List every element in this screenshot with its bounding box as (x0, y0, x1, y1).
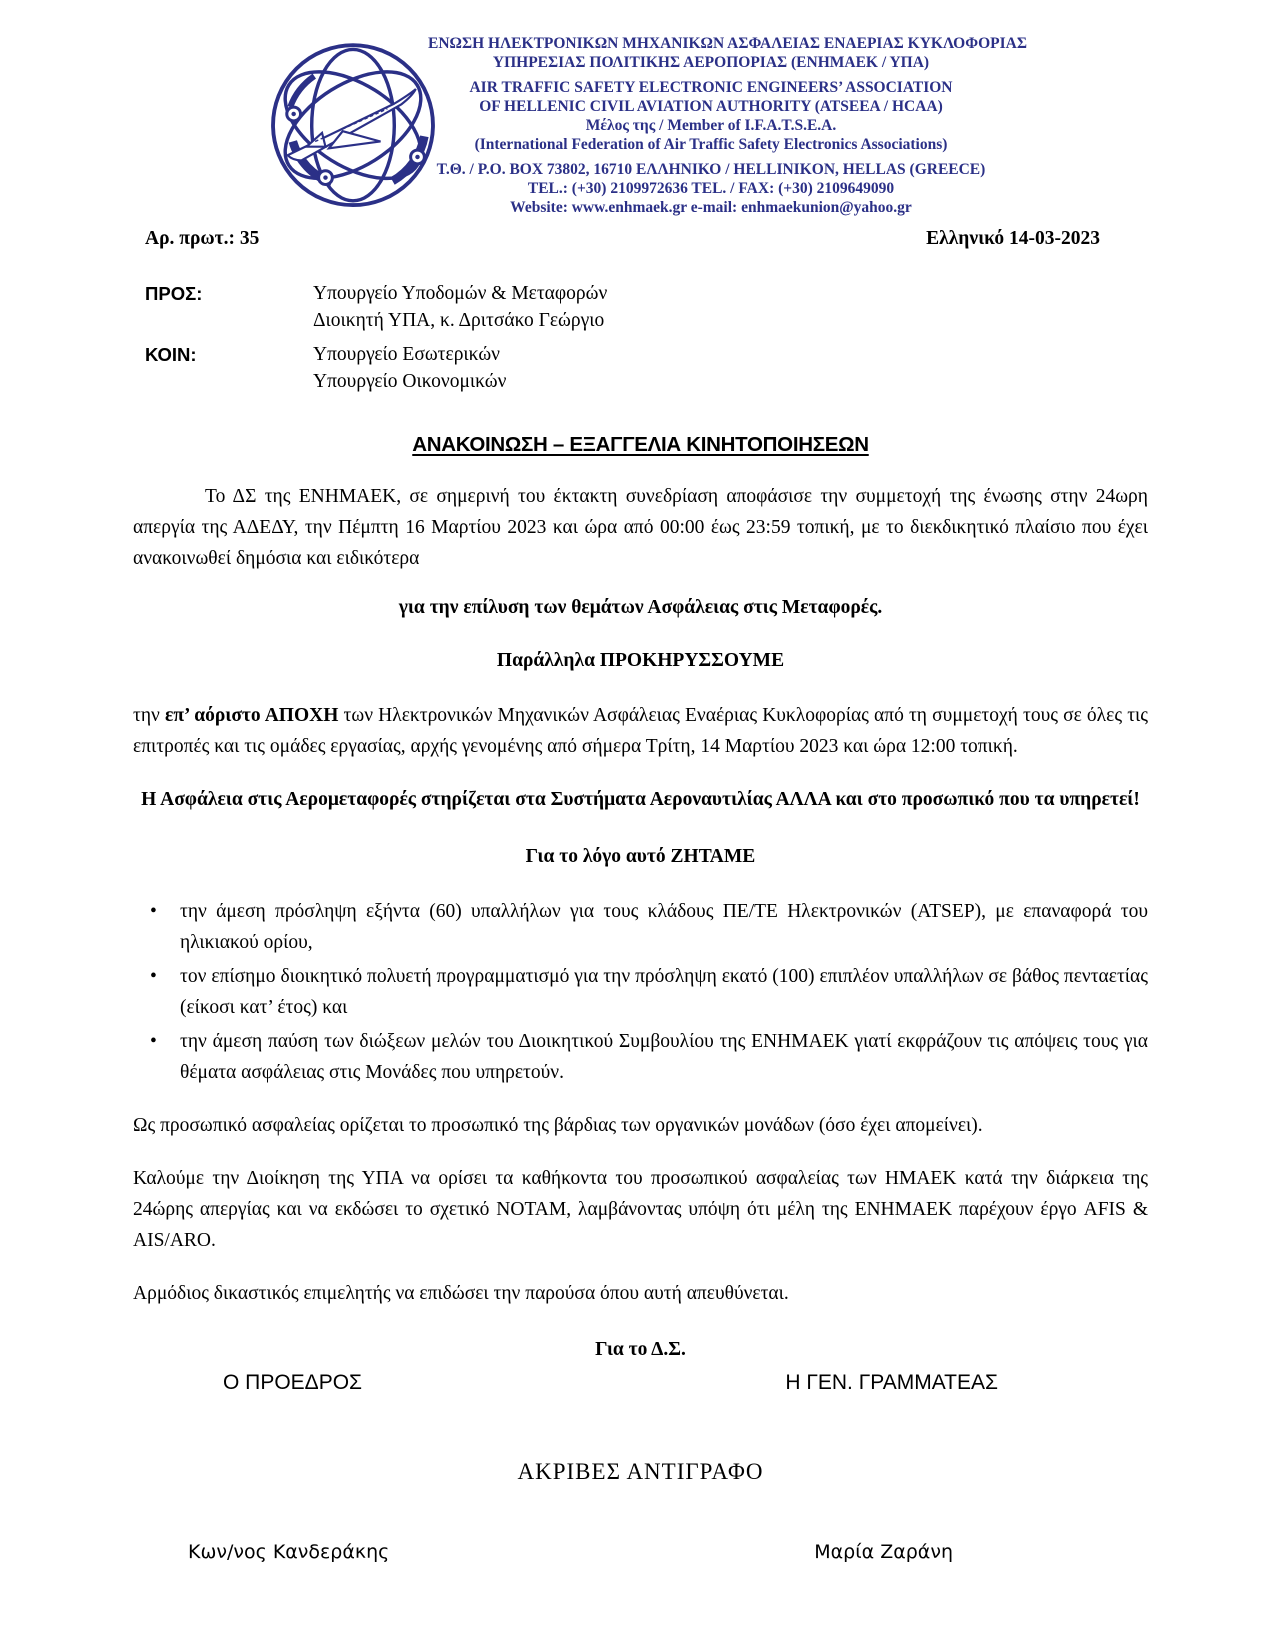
demand-item-3: • την άμεση παύση των διώξεων μελών του Διοικητικού Συμβουλίου της ΕΝΗΜΑΕΚ γιατί εκφράζουν τις απόψεις τους για θέματα ασφάλειας στις Μονάδες που υπηρετούν. (133, 1026, 1148, 1088)
center-line-transport-safety: για την επίλυση των θεμάτων Ασφάλειας στις Μεταφορές. (398, 597, 883, 618)
place-and-date: Ελληνικό 14-03-2023 (926, 228, 1100, 249)
center-line-announce: Παράλληλα ΠΡΟΚΗΡΥΣΣΟΥΜΕ (496, 650, 785, 671)
president-name: Κων/νος Κανδεράκης (188, 1541, 390, 1563)
org-name-el-2: ΥΠΗΡΕΣΙΑΣ ΠΟΛΙΤΙΚΗΣ ΑΕΡΟΠΟΡΙΑΣ (ΕΝΗΜΑΕΚ / ΥΠΑ) (492, 54, 930, 71)
to-line-2: Διοικητή ΥΠΑ, κ. Δριτσάκο Γεώργιο (313, 310, 605, 331)
paragraph-security-personnel: Ως προσωπικό ασφαλείας ορίζεται το προσωπικό της βάρδιας των οργανικών μονάδων (όσο έχει απομείνει). (133, 1115, 983, 1136)
letterhead-text (428, 34, 1027, 223)
to-row (133, 280, 1148, 334)
org-name-el-1: ΕΝΩΣΗ ΗΛΕΚΤΡΟΝΙΚΩΝ ΜΗΧΑΝΙΚΩΝ ΑΣΦΑΛΕΙΑΣ ΕΝΑΕΡΙΑΣ ΚΥΚΛΟΦΟΡΙΑΣ (428, 35, 1027, 52)
secretary-title: Η ΓΕΝ. ΓΡΑΜΜΑΤΕΑΣ (785, 1371, 998, 1394)
document-title: ΑΝΑΚΟΙΝΩΣΗ – ΕΞΑΓΓΕΛΙΑ ΚΙΝΗΤΟΠΟΙΗΣΕΩΝ (412, 433, 869, 456)
org-name-en-1: AIR TRAFFIC SAFETY ELECTRONIC ENGINEERS’ ASSOCIATION (469, 79, 953, 96)
association-logo (266, 40, 440, 212)
president-title: Ο ΠΡΟΕΔΡΟΣ (223, 1371, 363, 1394)
cc-line-1: Υπουργείο Εσωτερικών (313, 344, 500, 365)
cc-line-2: Υπουργείο Οικονομικών (313, 371, 507, 392)
abstention-bold: επ’ αόριστο ΑΠΟΧΗ (165, 705, 339, 726)
signature-titles-row (133, 1368, 1148, 1397)
website-email-line: Website: www.enhmaek.gr e-mail: enhmaekunion@yahoo.gr (510, 199, 912, 216)
cc-row (133, 341, 1148, 395)
recipients-block (133, 280, 1148, 395)
signature-names-row (133, 1539, 1148, 1565)
certified-copy-label: ΑΚΡΙΒΕΣ ΑΝΤΙΓΡΑΦΟ (517, 1459, 764, 1484)
for-the-board: Για το Δ.Σ. (595, 1339, 686, 1360)
abstention-post: των Ηλεκτρονικών Μηχανικών Ασφάλειας Εναέριας Κυκλοφορίας από τη συμμετοχή τους σε όλες τις επιτροπές και τις ομάδες εργασίας, αρχής γενομένης από σήμερα Τρίτη, 14 Μαρτίου 2023 και ώρα 12:00 τοπική. (133, 705, 1148, 757)
paragraph-abstention (133, 700, 1148, 762)
abstention-pre: την (133, 705, 165, 726)
center-line-safety-statement: Η Ασφάλεια στις Αερομεταφορές στηρίζεται στα Συστήματα Αεροναυτιλίας ΑΛΛΑ και στο προσωπικό που τα υπηρετεί! (141, 789, 1140, 810)
protocol-number: Αρ. πρωτ.: 35 (145, 228, 260, 249)
demand-item-1: • την άμεση πρόσληψη εξήντα (60) υπαλλήλων για τους κλάδους ΠΕ/ΤΕ Ηλεκτρονικών (ATSEP), με επαναφορά του ηλικιακού ορίου, (133, 896, 1148, 958)
cc-label: ΚΟΙΝ: (145, 344, 197, 365)
center-line-we-demand: Για το λόγο αυτό ΖΗΤΑΜΕ (525, 846, 756, 867)
to-lines (313, 280, 607, 334)
demand-item-2: • τον επίσημο διοικητικό πολυετή προγραμματισμό για την πρόσληψη εκατό (100) επιπλέον υπαλλήλων σε βάθος πενταετίας (είκοσι κατ’ έτος) και (133, 961, 1148, 1023)
paragraph-notam: Καλούμε την Διοίκηση της ΥΠΑ να ορίσει τα καθήκοντα του προσωπικού ασφαλείας των ΗΜΑΕΚ κατά την διάρκεια της 24ώρης απεργίας και να εκδώσει το σχετικό NOTAM, λαμβάνοντας υπόψη ότι μέλη της ΕΝΗΜΑΕΚ παρέχουν έργο AFIS & AIS/ARO. (133, 1168, 1148, 1251)
phone-line: TEL.: (+30) 2109972636 TEL. / FAX: (+30) 2109649090 (527, 180, 895, 197)
atom-orbits-airplane-icon (266, 40, 440, 212)
paragraph-bailiff: Αρμόδιος δικαστικός επιμελητής να επιδώσει την παρούσα όπου αυτή απευθύνεται. (133, 1283, 789, 1304)
meta-row (133, 226, 1148, 252)
org-name-en-2: OF HELLENIC CIVIL AVIATION AUTHORITY (ATSEEA / HCAA) (479, 98, 943, 115)
member-line: Μέλος της / Member of I.F.A.T.S.E.A. (585, 117, 837, 134)
federation-line: (International Federation of Air Traffic Safety Electronics Associations) (474, 136, 948, 153)
to-line-1: Υπουργείο Υποδομών & Μεταφορών (313, 283, 608, 304)
demands-list (133, 896, 1148, 1088)
address-line: Τ.Θ. / P.O. BOX 73802, 16710 ΕΛΛΗΝΙΚΟ / HELLINIKON, HELLAS (GREECE) (436, 161, 986, 178)
cc-lines (313, 341, 506, 395)
airplane-icon (288, 89, 416, 160)
to-label: ΠΡΟΣ: (145, 283, 203, 304)
secretary-name: Μαρία Ζαράνη (814, 1541, 953, 1563)
paragraph-decision: Το ΔΣ της ΕΝΗΜΑΕΚ, σε σημερινή του έκτακτη συνεδρίαση αποφάσισε την συμμετοχή της ένωσης στην 24ωρη απεργία της ΑΔΕΔΥ, την Πέμπτη 16 Μαρτίου 2023 και ώρα από 00:00 έως 23:59 τοπική, με το διεκδικητικό πλαίσιο που έχει ανακοινωθεί δημόσια και ειδικότερα (133, 486, 1148, 569)
